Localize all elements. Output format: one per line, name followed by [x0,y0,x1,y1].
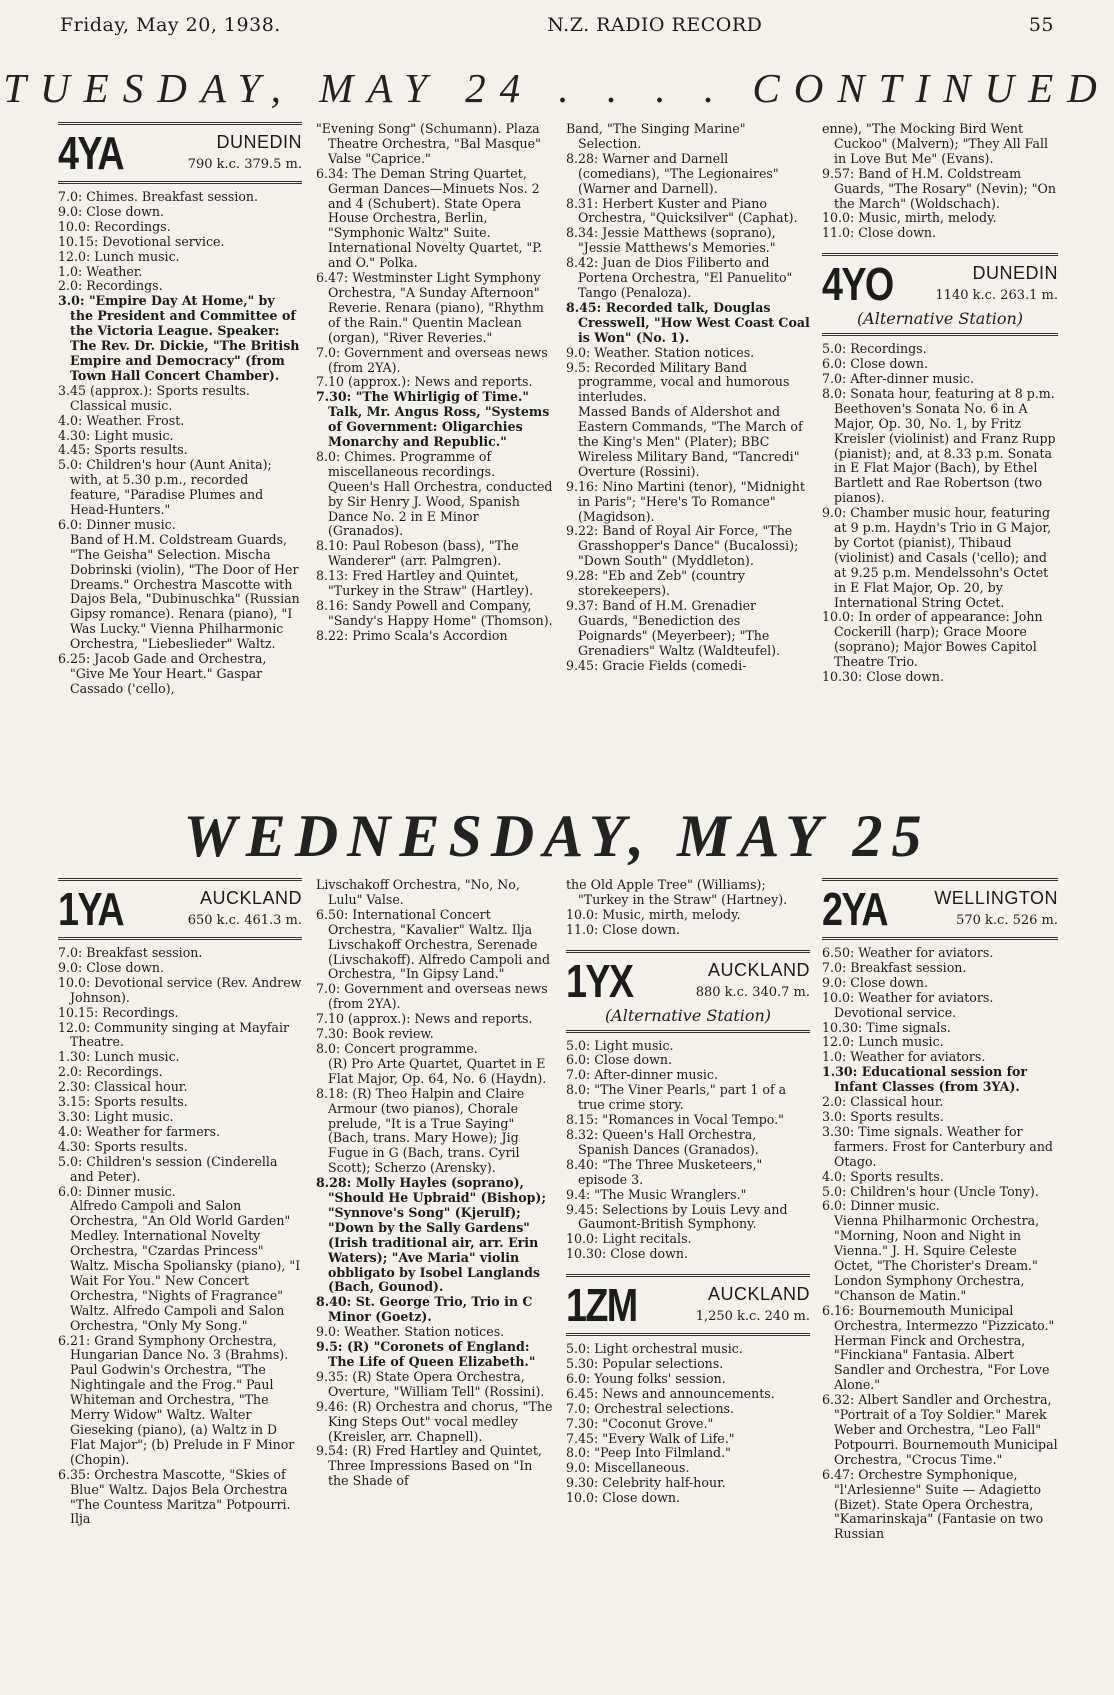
programme-entry: 3.15: Sports results. [58,1094,188,1110]
programme-entry: 3.45 (approx.): Sports results. Classical music. [58,382,250,413]
programme-entry: 7.10 (approx.): News and reports. [316,374,533,390]
programme-entry: 10.0: Weather for aviators. Devotional service. [822,989,994,1020]
programme-entry: 4.30: Sports results. [58,1138,188,1154]
programme-entry: 11.0: Close down. [822,225,936,241]
programme-list [822,342,1058,685]
programme-list [566,122,810,674]
programme-entry: 8.0: Concert programme. [316,1040,478,1056]
programme-entry: 7.0: After-dinner music. [566,1067,718,1083]
station-frequency: 790 k.c. 379.5 m. [187,156,302,172]
programme-entry: 8.16: Sandy Powell and Company, "Sandy's Happy Home" (Thomson). [316,598,553,628]
programme-entry: 6.35: Orchestra Mascotte, "Skies of Blue" Waltz. Dajos Bela Orchestra "The Countess Maritza" Potpourri. Ilja [58,1466,291,1527]
programme-entry: 6.45: News and announcements. [566,1385,775,1401]
programme-entry: 9.0: Close down. [58,959,164,975]
programme-entry: 7.10 (approx.): News and reports. [316,1011,533,1027]
station-city: AUCKLAND [199,888,302,908]
tuesday-column-4 [822,122,1058,685]
programme-entry: Alfredo Campoli and Salon Orchestra, "An Old World Garden" Medley. International Novelty Orchestra, "Czardas Princess" Waltz. Mischa Spoliansky (piano), "I Wait For You." New Concert Orchestra, "Nights of Fragrance" Waltz. Alfredo Campoli and Salon Orchestra, "Only My Song." [70,1198,301,1333]
callsign: 1YA [58,883,123,935]
programme-entry: 9.28: "Eb and Zeb" (country storekeepers). [566,568,746,599]
programme-entry: 1.30: Educational session for Infant Classes (from 3YA). [822,1064,1028,1095]
programme-entry: 6.0: Young folks' session. [566,1370,726,1386]
programme-entry: 5.0: Recordings. [822,341,927,357]
programme-entry: 4.0: Weather for farmers. [58,1123,221,1139]
programme-entry: 8.34: Jessie Matthews (soprano), "Jessie Matthews's Memories." [566,225,776,256]
programme-entry: 6.0: Close down. [822,356,928,372]
programme-entry: 7.30: Book review. [316,1026,434,1042]
programme-entry: 9.4: "The Music Wranglers." [566,1186,747,1202]
programme-entry: 9.54: (R) Fred Hartley and Quintet, Three Impressions Based on "In the Shade of [316,1443,542,1489]
programme-entry: 7.0: After-dinner music. [822,370,974,386]
programme-list [316,878,556,1489]
programme-entry: 7.0: Government and overseas news (from 2YA). [316,344,548,375]
programme-entry: 9.0: Chamber music hour, featuring at 9 p.m. Haydn's Trio in G Major, by Cortot (pianist), Thibaud (violinist) and Casals ('cello); and at 9.25 p.m. Mendelssohn's Octet in E Flat Major, Op. 20, by International String Octet. [822,505,1052,610]
programme-entry: 9.35: (R) State Opera Orchestra, Overture, "William Tell" (Rossini). [316,1368,545,1399]
programme-entry: 9.0: Miscellaneous. [566,1460,690,1476]
tuesday-column-2 [316,122,556,644]
programme-entry: Band of H.M. Coldstream Guards, "The Geisha" Selection. Mischa Dobrinski (violin), "The Door of Her Dreams." Orchestra Mascotte with Dajos Bela, "Dubinuschka" (Russian Gipsy romance). Renara (piano), "I Was Lucky." Vienna Philharmonic Orchestra, "Liebeslieder" Waltz. [70,531,300,652]
programme-entry: 6.47: Westminster Light Symphony Orchestra, "A Sunday Afternoon" Reverie. Renara (piano), "Rhythm of the Rain." Quentin Maclean (organ), "River Reveries." [316,270,544,345]
station-city: WELLINGTON [934,888,1058,908]
programme-entry: Queen's Hall Orchestra, conducted by Sir Henry J. Wood, Spanish Dance No. 2 in E Minor (Granados). [328,478,553,539]
station-city: AUCKLAND [707,1284,810,1305]
programme-entry: 6.21: Grand Symphony Orchestra, Hungarian Dance No. 3 (Brahms). Paul Godwin's Orchestra, "The Nightingale and the Frog." Paul Whiteman and Orchestra, "The Merry Widow" Waltz. Walter Gieseking (piano), (a) Waltz in D Flat Major"; (b) Prelude in F Minor (Chopin). [58,1332,295,1467]
programme-entry: Band, "The Singing Marine" Selection. [566,121,746,151]
programme-entry: Livschakoff Orchestra, "No, No, Lulu" Valse. [316,877,520,907]
programme-entry: 6.32: Albert Sandler and Orchestra, "Portrait of a Toy Soldier." Marek Weber and Orchestra, "Leo Fall" Potpourri. Bournemouth Municipal Orchestra, "Crocus Time." [822,1392,1058,1467]
programme-entry: 9.0: Close down. [58,203,164,219]
programme-entry: 6.50: International Concert Orchestra, "Kavalier" Waltz. Ilja Livschakoff Orchestra, Serenade (Livschakoff). Alfredo Campoli and Orchestra, "In Gipsy Land." [316,906,551,982]
programme-entry: 6.0: Close down. [566,1052,672,1068]
programme-entry: 8.28: Warner and Darnell (comedians), "The Legionaires" (Warner and Darnell). [566,150,779,196]
programme-entry: 5.0: Light orchestral music. [566,1341,743,1357]
programme-entry: 7.30: "The Whirligig of Time." Talk, Mr. Angus Ross, "Systems of Government: Oligarchies Monarchy and Republic." [316,389,550,450]
programme-entry: 3.0: Sports results. [822,1108,944,1124]
wednesday-column-3 [566,878,810,1506]
programme-entry: 9.30: Celebrity half-hour. [566,1475,726,1491]
programme-list [566,878,810,938]
programme-entry: 4.0: Sports results. [822,1168,944,1184]
programme-entry: 8.40: St. George Trio, Trio in C Minor (Goetz). [316,1294,533,1325]
alternative-station-label: (Alternative Station) [604,1005,772,1025]
programme-entry: 9.46: (R) Orchestra and chorus, "The King Steps Out" vocal medley (Kreisler, arr. Chapnell). [316,1398,553,1444]
programme-entry: 9.45: Selections by Louis Levy and Gaumont-British Symphony. [566,1201,788,1232]
programme-entry: 10.0: Close down. [566,1490,680,1506]
station-header-1zm [566,1274,810,1332]
station-header-4yo [822,253,1058,327]
programme-entry: 12.0: Lunch music. [58,248,180,264]
programme-entry: 9.22: Band of Royal Air Force, "The Grasshopper's Dance" (Bucalossi); "Down South" (Myddleton). [566,523,799,569]
programme-entry: 7.0: Orchestral selections. [566,1400,735,1416]
programme-entry: 12.0: Lunch music. [822,1034,944,1050]
station-header-4ya [58,122,302,179]
programme-entry: Massed Bands of Aldershot and Eastern Commands, "The March of the King's Men" (Plater); BBC Wireless Military Band, "Tancredi" Overture (Rossini). [578,404,803,479]
programme-entry: 5.0: Children's hour (Uncle Tony). [822,1183,1039,1199]
alternative-station-label: (Alternative Station) [856,309,1024,329]
programme-list [316,122,556,644]
programme-list [822,122,1058,241]
programme-entry: 9.0: Weather. Station notices. [316,1324,505,1340]
programme-entry: 6.25: Jacob Gade and Orchestra, "Give Me Your Heart." Gaspar Cassado ('cello), [58,651,267,696]
programme-list [566,1342,810,1506]
programme-entry: the Old Apple Tree" (Williams); "Turkey in the Straw" (Hartney). [566,877,788,907]
programme-entry: 8.10: Paul Robeson (bass), "The Wanderer" (arr. Palmgren). [316,538,519,569]
programme-entry: 8.31: Herbert Kuster and Piano Orchestra, "Quicksilver" (Caphat). [566,195,798,226]
programme-entry: 10.0: Devotional service (Rev. Andrew Johnson). [58,974,302,1005]
programme-entry: 3.30: Time signals. Weather for farmers. Frost for Canterbury and Otago. [822,1123,1053,1169]
tuesday-column-3 [566,122,810,674]
programme-entry: enne), "The Mocking Bird Went Cuckoo" (Malvern); "They All Fall in Love But Me" (Evans). [822,121,1049,166]
programme-entry: 8.15: "Romances in Vocal Tempo." [566,1112,784,1128]
programme-entry: 2.0: Recordings. [58,278,163,294]
station-frequency: 650 k.c. 461.3 m. [187,912,302,928]
programme-list [566,1039,810,1263]
programme-entry: 5.30: Popular selections. [566,1356,724,1372]
programme-list [58,190,302,697]
masthead: N.Z. RADIO RECORD [547,14,763,36]
programme-entry: 8.13: Fred Hartley and Quintet, "Turkey in the Straw" (Hartley). [316,568,534,599]
programme-entry: 2.0: Recordings. [58,1064,163,1080]
programme-entry: 12.0: Community singing at Mayfair Theatre. [58,1019,289,1050]
programme-entry: 4.30: Light music. [58,427,174,443]
station-frequency: 1140 k.c. 263.1 m. [935,288,1058,304]
wednesday-title: WEDNESDAY, MAY 25 [183,803,931,869]
page-header [60,14,1054,40]
programme-entry: 5.0: Children's session (Cinderella and Peter). [58,1153,278,1184]
programme-list [822,946,1058,1542]
programme-entry: 9.0: Weather. Station notices. [566,344,755,360]
programme-entry: 5.0: Light music. [566,1037,674,1053]
page-number: 55 [1028,14,1054,36]
programme-entry: 7.30: "Coconut Grove." [566,1415,714,1431]
station-frequency: 570 k.c. 526 m. [956,912,1058,928]
station-frequency: 1,250 k.c. 240 m. [695,1309,810,1325]
callsign: 4YO [822,258,893,311]
programme-entry: 7.0: Breakfast session. [58,945,203,960]
programme-entry: 6.0: Dinner music. [822,1198,940,1214]
programme-entry: 8.32: Queen's Hall Orchestra, Spanish Dances (Granados). [566,1126,759,1157]
programme-entry: 2.0: Classical hour. [822,1094,944,1110]
programme-entry: 6.16: Bournemouth Municipal Orchestra, Intermezzo "Pizzicato." Herman Finck and Orchestra, "Finckiana" Fantasia. Albert Sandler and Orchestra, "For Love Alone." [822,1302,1055,1393]
station-header-2ya [822,878,1058,935]
station-city: AUCKLAND [707,959,810,980]
programme-entry: 8.40: "The Three Musketeers," episode 3. [566,1156,763,1187]
programme-entry: 4.45: Sports results. [58,442,188,458]
programme-entry: 8.45: Recorded talk, Douglas Cresswell, "How West Coast Coal is Won" (No. 1). [566,299,810,345]
callsign: 4YA [58,127,123,179]
programme-entry: 8.0: "The Viner Pearls," part 1 of a true crime story. [566,1082,787,1113]
programme-entry: 3.0: "Empire Day At Home," by the President and Committee of the Victoria League. Speaker: The Rev. Dr. Dickie, "The British Empire and Democracy" (from Town Hall Concert Chamber). [58,293,300,383]
issue-date: Friday, May 20, 1938. [60,14,281,36]
programme-entry: 7.45: "Every Walk of Life." [566,1430,735,1446]
programme-entry: 10.15: Devotional service. [58,233,225,249]
programme-entry: 10.30: Close down. [822,669,945,685]
programme-entry: 8.22: Primo Scala's Accordion [316,627,508,643]
programme-entry: 8.18: (R) Theo Halpin and Claire Armour (two pianos), Chorale prelude, "It is a True Saying" (Bach, trans. Mary Howe); Jig Fugue in G (Bach, trans. Cyril Scott); Scherzo (Arensky). [316,1085,525,1176]
station-header-1ya [58,878,302,935]
programme-entry: 9.16: Nino Martini (tenor), "Midnight in Paris"; "Here's To Romance" (Magidson). [566,478,805,524]
programme-entry: 10.0: Music, mirth, melody. [822,210,997,226]
programme-entry: 7.0: Government and overseas news (from 2YA). [316,981,548,1012]
programme-entry: "Evening Song" (Schumann). Plaza Theatre Orchestra, "Bal Masque" Valse "Caprice." [316,121,541,166]
programme-entry: 10.0: Recordings. [58,218,171,234]
programme-entry: 10.15: Recordings. [58,1004,179,1020]
programme-entry: 8.0: "Peep Into Filmland." [566,1445,731,1461]
programme-entry: 7.0: Breakfast session. [822,959,967,975]
programme-entry: 8.0: Sonata hour, featuring at 8 p.m. Beethoven's Sonata No. 6 in A Major, Op. 30, No. 1, by Fritz Kreisler (violinist) and Franz Rupp (pianist); and, at 8.33 p.m. Sonata in E Flat Major (Bach), by Ethel Bartlett and Rae Robertson (two pianos). [822,385,1056,506]
wednesday-column-2 [316,878,556,1489]
programme-entry: 1.0: Weather. [58,263,143,279]
tuesday-title: TUESDAY, MAY 24 . . . . CONTINUED [3,65,1111,111]
programme-entry: 9.5: Recorded Military Band programme, vocal and humorous interludes. [566,359,790,405]
station-city: DUNEDIN [972,263,1058,284]
programme-entry: 9.45: Gracie Fields (comedi- [566,657,747,673]
programme-entry: 8.42: Juan de Dios Filiberto and Portena Orchestra, "El Panuelito" Tango (Penaloza). [566,255,793,300]
wednesday-column-4 [822,878,1058,1542]
programme-entry: 2.30: Classical hour. [58,1079,188,1095]
programme-entry: 1.0: Weather for aviators. [822,1049,986,1065]
programme-entry: 7.0: Chimes. Breakfast session. [58,189,259,204]
programme-entry: 9.5: (R) "Coronets of England: The Life of Queen Elizabeth." [316,1339,536,1369]
programme-entry: (R) Pro Arte Quartet, Quartet in E Flat Major, Op. 64, No. 6 (Haydn). [328,1055,547,1086]
programme-entry: 9.37: Band of H.M. Grenadier Guards, "Benediction des Poignards" (Meyerbeer); "The Grenadiers" Waltz (Waldteufel). [566,598,781,658]
station-frequency: 880 k.c. 340.7 m. [695,984,810,1000]
tuesday-column-1 [58,122,302,697]
programme-list [58,946,302,1527]
programme-entry: 3.30: Light music. [58,1108,174,1124]
programme-entry: 6.34: The Deman String Quartet, German Dances—Minuets Nos. 2 and 4 (Schubert). State Opera House Orchestra, Berlin, "Symphonic Waltz" Suite. International Novelty Quartet, "P. and O." Polka. [316,165,543,271]
programme-entry: 10.30: Close down. [566,1246,689,1262]
callsign: 2YA [822,883,887,935]
programme-entry: 11.0: Close down. [566,921,680,937]
programme-entry: 9.0: Close down. [822,974,928,990]
programme-entry: 6.0: Dinner music. [58,1183,176,1199]
programme-entry: 4.0: Weather. Frost. [58,412,185,428]
programme-entry: 1.30: Lunch music. [58,1049,180,1065]
callsign: 1ZM [566,1279,637,1332]
programme-entry: 8.28: Molly Hayles (soprano), "Should He Upbraid" (Bishop); "Synnove's Song" (Kjerulf); "Down by the Sally Gardens" (Irish traditional air, arr. Erin Waters); "Ave Maria" violin obbligato by Isobel Langlands (Bach, Gounod). [316,1175,547,1295]
programme-entry: 10.0: Music, mirth, melody. [566,906,741,922]
programme-entry: Vienna Philharmonic Orchestra, "Morning, Noon and Night in Vienna." J. H. Squire Celeste Octet, "The Chorister's Dream." London Symphony Orchestra, "Chanson de Matin." [834,1213,1040,1303]
station-header-1yx [566,950,810,1024]
programme-entry: 6.50: Weather for aviators. [822,945,994,960]
programme-entry: 5.0: Children's hour (Aunt Anita); with, at 5.30 p.m., recorded feature, "Paradise Plumes and Head-Hunters." [58,457,272,518]
programme-entry: 10.0: Light recitals. [566,1231,692,1247]
programme-entry: 6.0: Dinner music. [58,516,176,532]
programme-entry: 10.30: Time signals. [822,1019,951,1035]
programme-entry: 10.0: In order of appearance: John Cockerill (harp); Grace Moore (soprano); Major Bowes Capitol Theatre Trio. [822,609,1043,670]
wednesday-column-1 [58,878,302,1527]
callsign: 1YX [566,954,633,1007]
programme-entry: 8.0: Chimes. Programme of miscellaneous recordings. [316,448,496,479]
station-city: DUNEDIN [216,132,302,152]
programme-entry: 6.47: Orchestre Symphonique, "l'Arlesienne" Suite — Adagietto (Bizet). State Opera Orchestra, "Kamarinskaja" (Fantasie on two Russian [822,1466,1044,1542]
programme-entry: 9.57: Band of H.M. Coldstream Guards, "The Rosary" (Nevin); "On the March" (Woldschach). [822,165,1056,211]
